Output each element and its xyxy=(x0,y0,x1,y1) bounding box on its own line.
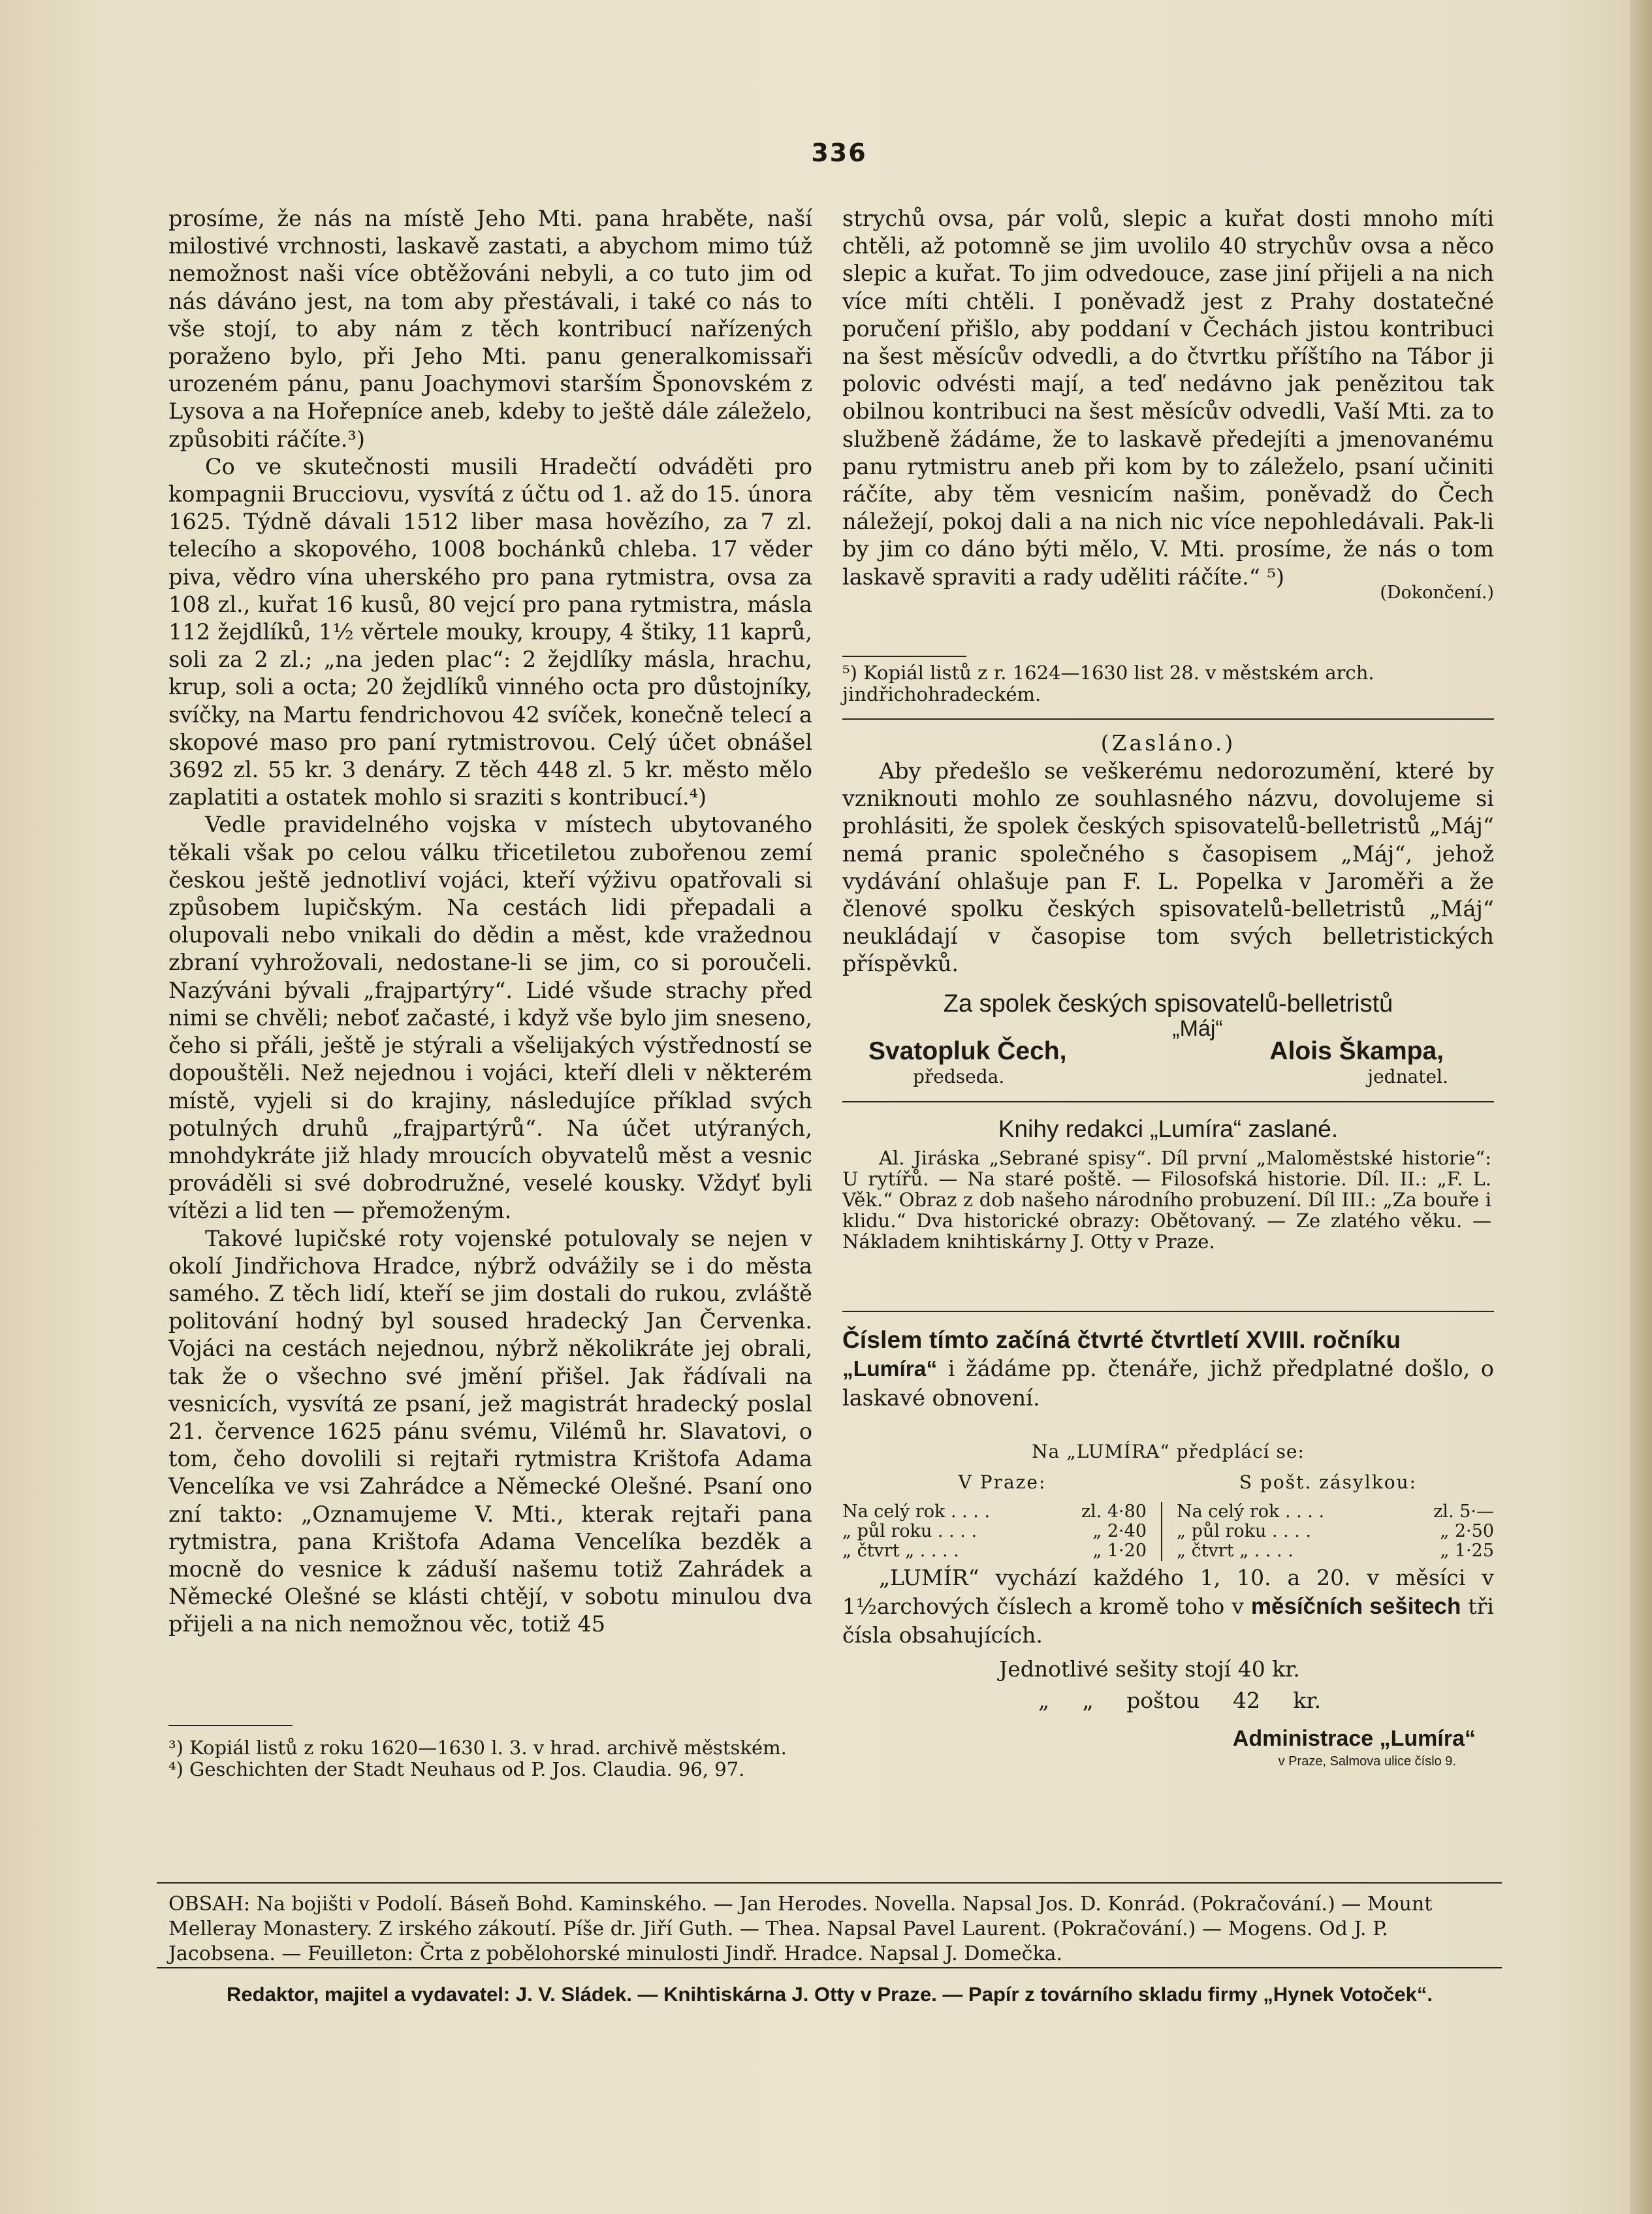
paragraph: strychů ovsa, pár volů, slepic a kuřat dosti mnoho míti chtěli, až potomně se jim uvolilo 40 strychův ovsa a něco slepic a kuřat. To jim odvedouce, zase jiní přijeli a na nich více míti chtěli. I poněvadž jest z Prahy dostatečné poručení přišlo, aby poddaní v Čechách jistou kontribuci na šest měsícův odvedli, a do čtvrtku příštího na Tábor ji polovic odvésti mají, a teď nedávno jak penězitou tak obilnou kontribuci na šest měsícův odvedli, Vaší Mti. za to službeně žádáme, že to laskavě předejíti a jmenovanému panu rytmistru aneb při kom by to záleželo, psaní učiniti ráčíte, aby těm vesnicím našim, poněvadž do Čech náležejí, pokoj dali a na nich nic více nepohledávali. Pak-li by jim co dáno býti mělo, V. Mti. prosíme, že nás o tom laskavě spraviti a rady uděliti ráčíte.“ ⁵) xyxy=(842,206,1494,590)
signature-secretary xyxy=(1269,1037,1448,1087)
paragraph: Vedle pravidelného vojska v místech ubytovaného těkali však po celou válku třicetiletou zubořenou zemí českou ještě jednotliví vojáci, kteří výživu opatřovali si způsobem lupičským. Na cestách lidi přepadali a olupovali nebo vnikali do dědin a měst, kde vražednou zbraní vyhrožovali, nedostane-li se jim, co si poroučeli. Nazýváni bývali „frajpartýry“. Lidé všude strachy před nimi se chvěli; neboť začasté, i když vše bylo jim sneseno, čeho si přáli, ještě je stýrali a všelijakých výstředností se dopouštěli. Než nejednou i vojáci, kteří dleli v některém místě, vyjeli si do krajiny, následujíce příklad svých potulných druhů „frajpartýrů“. Na účet utýraných, mnohdykráte již hlady mroucích obyvatelů měst a vesnic prováděli si své dobrodružné, veselé kousky. Vždyť byli vítězi a lid ten — přemoženým. xyxy=(168,812,812,1224)
footnote: ⁵) Kopiál listů z r. 1624—1630 list 28. v městském arch. jindřichohradeckém. xyxy=(842,662,1374,705)
notice-text: Aby předešlo se veškerému nedorozumění, které by vzniknouti mohlo ze souhlasného názvu, dovolujeme si prohlásiti, že spolek českých spisovatelů-belletristů „Máj“ nemá pranic společného s časopisem „Máj“, jehož vydávání ohlašuje pan F. L. Popelka v Jaroměři a že členové spolku českých spisovatelů-belletristů „Máj“ neukládají v časopise tom svých belletristických příspěvků. xyxy=(842,758,1494,977)
signer-name: Svatopluk Čech, xyxy=(868,1036,1067,1065)
binding-edge xyxy=(1630,0,1652,2214)
contents-label: OBSAH: xyxy=(168,1893,251,1916)
announcement-body xyxy=(842,1355,1494,1413)
issue-text: „LUMÍR“ vychází každého 1, 10. a 20. v měsíci v 1½archových číslech a kromě toho v xyxy=(842,1565,1494,1619)
signatures xyxy=(842,1037,1494,1087)
footnote: ³) Kopiál listů z roku 1620—1630 l. 3. v hrad. archivě městském. xyxy=(168,1737,787,1759)
issue-text: tři čísla obsahujících. xyxy=(842,1594,1494,1648)
price-label: Na celý rok . . . . xyxy=(842,1501,991,1522)
section-divider xyxy=(842,718,1494,720)
contents xyxy=(168,1892,1491,1966)
footnotes-left xyxy=(168,1737,812,1780)
paragraph: Co ve skutečnosti musili Hradečtí odváděti pro kompagnii Brucciovu, vysvítá z účtu od 1. až do 15. února 1625. Týdně dávali 1512 liber masa hovězího, za 7 zl. telecího a skopového, 1008 bochánků chleba. 17 věder piva, vědro vína uherského pro pana rytmistra, ovsa za 108 zl., kuřat 16 kusů, 80 vejcí pro pana rytmistra, másla 112 žejdlíků, 1½ věrtele mouky, kroupy, 4 štiky, 11 kaprů, soli za 2 zl.; „na jeden plac“: 2 žejdlíky másla, hrachu, krup, soli a octa; 20 žejdlíků vinného octa pro důstojníky, svíčky, na Martu fendrichovou 42 svíček, konečně telecí a skopové maso pro paní rytmistrovou. Celý účet obnášel 3692 zl. 55 kr. 3 denáry. Z těch 448 zl. 5 kr. město mělo zaplatiti a ostatek mohlo si sraziti s kontribucí.⁴) xyxy=(168,453,812,810)
price-value: „ 2·40 xyxy=(1092,1521,1147,1541)
lumira-title: „Lumíra“ xyxy=(842,1357,938,1381)
price-label: „ čtvrt „ . . . . xyxy=(842,1541,959,1561)
subscription-headings xyxy=(842,1471,1494,1493)
notice xyxy=(842,729,1494,1087)
subscription xyxy=(842,1440,1494,1769)
signer-role: předseda. xyxy=(913,1065,1005,1087)
price-value: „ 1·25 xyxy=(1440,1541,1494,1561)
price-value: „ 1·20 xyxy=(1092,1541,1147,1561)
concluded-note: (Dokončení.) xyxy=(1380,582,1494,603)
books-text: Al. Jiráska „Sebrané spisy“. Díl první „Maloměstské historie“: U rytířů. — Na staré poště. — Filosofská historie. Díl. II.: „F. L. Věk.“ Obraz z dob našeho národního probuzení. Díl III.: „Za bouře i klidu.“ Dva historické obrazy: Obětovaný. — Ze zlatého věku. — Nákladem knihtiskárny J. Otty v Praze. xyxy=(842,1147,1491,1253)
post-heading: S pošt. zásylkou: xyxy=(1239,1471,1418,1493)
section-divider xyxy=(842,1101,1494,1102)
paragraph: Takové lupičské roty vojenské potulovaly se nejen v okolí Jindřichova Hradce, nýbrž odvážily se i do města samého. Z těch lidí, kteří se jim dostali do rukou, zvláště politování hodný byl soused hradecký Jan Červenka. Vojáci na cestách nejednou, nýbrž několikráte jej obrali, tak že o všechno své jmění přišel. Jak řádívali na vesnicích, vysvítá ze psaní, jež magistrát hradecký poslal 21. července 1625 pánu svému, Vilémů hr. Slavatovi, o tom, čeho dovolili si rejtaři rytmistra Krištofa Adama Vencelíka ve vsi Zahrádce a Německé Olešné. Psaní ono zní takto: „Oznamujeme V. Mti., kterak rejtaři pana rytmistra, pana Krištofa Adama Vencelíka bezděk a mocně do vesnice k záduší našemu totiž Zahrádek a Německé Olešné se klásti chtějí, v sobotu minulou dva přijeli a na nich nemožnou věc, totiž 45 xyxy=(168,1225,812,1637)
signer-name: Alois Škampa, xyxy=(1269,1036,1444,1065)
signer-role: jednatel. xyxy=(1367,1065,1448,1087)
books-heading: Knihy redakci „Lumíra“ zaslané. xyxy=(998,1115,1339,1142)
imprint-footer: Redaktor, majitel a vydavatel: J. V. Sládek. — Knihtiskárna J. Otty v Praze. — Papír z továrního skladu firmy „Hynek Votoček“. xyxy=(227,1983,1433,2006)
contents-rule xyxy=(157,1882,1502,1884)
price-table xyxy=(842,1502,1494,1561)
price-label: Na celý rok . . . . xyxy=(1177,1501,1325,1522)
footer-rule xyxy=(157,1967,1502,1968)
price-label: „ půl roku . . . . xyxy=(1177,1521,1312,1541)
footnote: ⁴) Geschichten der Stadt Neuhaus od P. Jos. Claudia. 96, 97. xyxy=(168,1757,745,1780)
price-label: „ čtvrt „ . . . . xyxy=(1177,1541,1294,1561)
left-column xyxy=(168,205,812,1639)
announcement-headline: Číslem tímto začíná čtvrté čtvrtletí XVIII. ročníku xyxy=(842,1326,1401,1353)
contents-text: Na bojišti v Podolí. Báseň Bohd. Kaminského. — Jan Herodes. Novella. Napsal Jos. D. Konrád. (Pokračování.) — Mount Melleray Monastery. Z irského zákoutí. Píše dr. Jiří Guth. — Thea. Napsal Pavel Laurent. (Pokračování.) — Mogens. Od J. P. Jacobsena. — Feuilleton: Črta z pobělohorské minulosti Jindř. Hradce. Napsal J. Domečka. xyxy=(168,1893,1433,1965)
price-row xyxy=(1177,1541,1494,1561)
price-value: zl. 5·— xyxy=(1433,1501,1494,1522)
announcement xyxy=(842,1326,1494,1413)
subscription-heading: Na „LUMÍRA“ předplácí se: xyxy=(1032,1441,1305,1462)
signature-chairman xyxy=(868,1037,1066,1087)
notice-heading: (Zasláno.) xyxy=(1100,730,1236,756)
price-row xyxy=(1177,1502,1494,1522)
price-value: zl. 4·80 xyxy=(1081,1501,1147,1522)
society-name: „Máj“ xyxy=(1172,1016,1223,1041)
address: v Praze, Salmova ulice číslo 9. xyxy=(1278,1754,1456,1769)
announcement-text: i žádáme pp. čtenáře, jichž předplatné došlo, o laskavé obnovení. xyxy=(842,1356,1495,1411)
footnote-rule xyxy=(842,656,966,657)
page-number: 336 xyxy=(811,138,867,167)
post-prices xyxy=(1162,1502,1494,1561)
prague-prices xyxy=(842,1502,1162,1561)
issue-info xyxy=(842,1564,1494,1650)
single-price: Jednotlivé sešity stojí 40 kr. xyxy=(999,1656,1300,1682)
right-column xyxy=(842,205,1494,602)
issue-bold: měsíčních sešitech xyxy=(1250,1594,1461,1619)
price-label: „ půl roku . . . . xyxy=(842,1521,977,1541)
footnote-rule xyxy=(168,1725,293,1726)
books-received xyxy=(842,1115,1494,1252)
price-value: „ 2·50 xyxy=(1440,1521,1494,1541)
administration: Administrace „Lumíra“ xyxy=(1232,1726,1476,1751)
price-row xyxy=(842,1541,1147,1561)
single-price-post: „ „ poštou 42 kr. xyxy=(1038,1688,1322,1713)
paragraph: prosíme, že nás na místě Jeho Mti. pana hraběte, naší milostivé vrchnosti, laskavě zastati, a abychom mimo túž nemožnost naši více obtěžováni nebyli, a co tuto jim od nás dáváno jest, na tom aby přestávali, i také co nás to vše stojí, to aby nám z těch kontribucí nařízených poraženo bylo, při Jeho Mti. panu generalkomissaři urozeném pánu, panu Joachymovi starším Šponovském z Lysova a na Hořepníce aneb, kdeby to ještě dále záleželo, způsobiti ráčíte.³) xyxy=(168,206,812,452)
price-row xyxy=(1177,1522,1494,1541)
society-line: Za spolek českých spisovatelů-belletristů xyxy=(943,989,1393,1018)
price-row xyxy=(842,1502,1147,1522)
section-divider xyxy=(842,1311,1494,1312)
price-row xyxy=(842,1522,1147,1541)
prague-heading: V Praze: xyxy=(958,1471,1047,1493)
